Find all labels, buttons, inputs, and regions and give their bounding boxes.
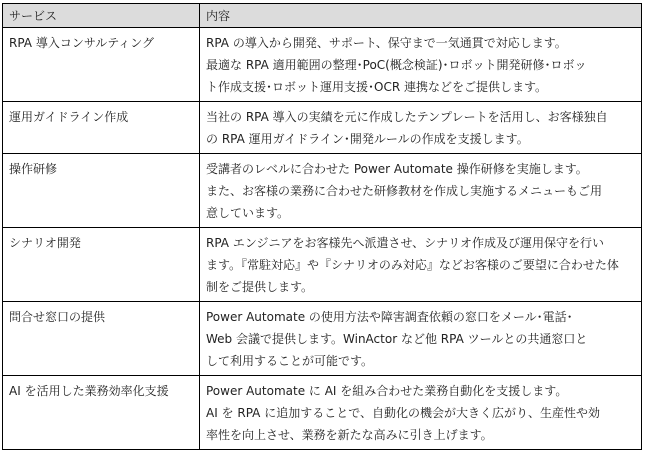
description-line: また、お客様の業務に合わせた研修教材を作成し実施するメニューもご用 [206, 184, 603, 198]
table-row [3, 102, 642, 154]
description-line: Power Automate に AI を組み合わせた業務自動化を支援します。 [206, 384, 568, 398]
service-name: AI を活用した業務効率化支援 [3, 376, 200, 450]
header-row [3, 4, 642, 28]
description-line: Web 会議で提供します。WinActor など他 RPA ツールとの共通窓口と [206, 332, 588, 346]
description-line: 当社の RPA 導入の実績を元に作成したテンプレートを活用し、お客様独自 [206, 110, 608, 124]
table-row [3, 302, 642, 376]
service-table [2, 3, 642, 450]
header-content: 内容 [200, 4, 642, 28]
description-line: 率性を向上させ、業務を新たな高みに引き上げます。 [206, 428, 493, 442]
description-line: ます。『常駐対応』や『シナリオのみ対応』などお客様のご要望に合わせた体 [206, 258, 619, 272]
table-row [3, 376, 642, 450]
description-line: して利用することが可能です。 [206, 354, 374, 368]
service-description [200, 102, 642, 154]
description-line: 意しています。 [206, 206, 290, 220]
table-row [3, 28, 642, 102]
service-table-body [3, 28, 642, 450]
description-line: の RPA 運用ガイドライン･開発ルールの作成を支援します。 [206, 132, 529, 146]
service-table-header [3, 4, 642, 28]
description-line: Power Automate の使用方法や障害調査依頼の窓口をメール･電話･ [206, 310, 573, 324]
service-name: 操作研修 [3, 154, 200, 228]
table-row [3, 154, 642, 228]
service-name: 運用ガイドライン作成 [3, 102, 200, 154]
service-name: RPA 導入コンサルティング [3, 28, 200, 102]
description-line: ト作成支援･ロボット運用支援･OCR 連携などをご提供します。 [206, 80, 548, 94]
description-line: AI を RPA に追加することで、自動化の機会が大きく広がり、生産性や効 [206, 406, 600, 420]
service-description [200, 376, 642, 450]
service-table-container [2, 3, 641, 450]
service-name: シナリオ開発 [3, 228, 200, 302]
description-line: 最適な RPA 適用範囲の整理･PoC(概念検証)･ロボット開発研修･ロボッ [206, 58, 587, 72]
table-row [3, 228, 642, 302]
description-line: RPA エンジニアをお客様先へ派遣させ、シナリオ作成及び運用保守を行い [206, 236, 605, 250]
description-line: RPA の導入から開発、サポート、保守まで一気通貫で対応します。 [206, 36, 567, 50]
description-line: 受講者のレベルに合わせた Power Automate 操作研修を実施します。 [206, 162, 588, 176]
service-description [200, 302, 642, 376]
service-description [200, 154, 642, 228]
service-name: 問合せ窓口の提供 [3, 302, 200, 376]
service-description [200, 28, 642, 102]
description-line: 制をご提供します。 [206, 280, 314, 294]
header-service: サービス [3, 4, 200, 28]
service-description [200, 228, 642, 302]
